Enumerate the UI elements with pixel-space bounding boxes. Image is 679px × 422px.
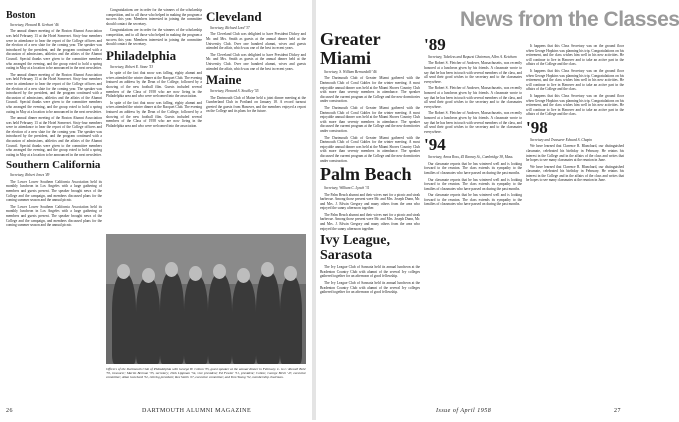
boston-text: The annual dinner meeting of the Boston Alumni Association was held February 13 at the Hotel Somerset. Sixty-four members were in attendance to hear the report of the College officers and the election of a new slate for the coming year. The speaker was introduced by the president, and the program continued with a discussion of admissions, athletics and the affairs of the Alumni Council. Special thanks were given to the committee members who arranged the evening, and the group voted to hold a spring outing in May at a location to be announced in the next newsletter. xyxy=(6,29,102,71)
class-89-heading: '89 xyxy=(424,35,446,54)
southern-california-text: The Lower Lower Southern California Association held its monthly luncheon in Los Angeles with a large gathering of members and guests present. The speaker brought news of the College and the campaign, and members discussed plans for the coming summer season and the annual picnic. xyxy=(6,179,102,203)
ivy-league-text: The Ivy League Club of Sarasota held its annual luncheon at the Bradenton Country Club with alumni of the several Ivy colleges gathered together for an afternoon of good fellowship. xyxy=(320,281,420,295)
cleveland-text: The Cleveland Club was delighted to have President Dickey and Mr. and Mrs. Smith as guests at the annual dinner held at the University Club. Over one hundred alumni, wives and guests attended the affair, which was one of the best in recent years. xyxy=(206,32,306,51)
philadelphia-secretary: Secretary, Robert E. Stone '53 xyxy=(110,64,154,69)
cleveland-text: The Cleveland Club was delighted to have President Dickey and Mr. and Mrs. Smith as guests at the annual dinner held at the University Club. Over one hundred alumni, wives and guests attended the affair, which was one of the best in recent years. xyxy=(206,52,306,71)
ivy-league-text: The Ivy League Club of Sarasota held its annual luncheon at the Bradenton Country Club with alumni of the several Ivy colleges gathered together for an afternoon of good fellowship. xyxy=(320,265,420,279)
greater-miami-text: The Dartmouth Club of Greater Miami gathered with the Dartmouth Club of Coral Gables for the winter meeting. A most enjoyable annual dinner was held at the Miami Shores Country Club with more than seventy members in attendance. The speaker discussed the current program at the College and the new dormitories under construction. xyxy=(320,105,420,133)
class-94-secretary: Secretary, Amos Ross, 45 Ranney St., Cambridge 38, Mass. xyxy=(428,155,514,160)
philadelphia-text: In spite of the fact that snow was falling, eighty alumni and wives attended the winter dinner at the Racquet Club. The evening featured an address by the Dean of the College, followed by a showing of the new football film. Guests included several members of the Class of 1958 who are now living in the Philadelphia area and who were welcomed into the association. xyxy=(106,100,202,128)
palm-beach-secretary: Secretary, William C. Lynch '31 xyxy=(324,186,370,191)
southern-california-text: The Lower Lower Southern California Association held its monthly luncheon in Los Angeles with a large gathering of members and guests present. The speaker brought news of the College and the campaign, and members discussed plans for the coming summer season and the annual picnic. xyxy=(6,204,102,228)
class-notes-text: It happens that this Class Secretary was on the ground floor when George Hopkins was planning his trip. Congratulations on his retirement, and the class wishes him well in his new activities. He will continue to live in Hanover and to take an active part in the affairs of the College and the class. xyxy=(526,44,624,67)
boston-text: The annual dinner meeting of the Boston Alumni Association was held February 13 at the Hotel Somerset. Sixty-four members were in attendance to hear the report of the College officers and the election of a new slate for the coming year. The speaker was introduced by the president, and the program continued with a discussion of admissions, athletics and the affairs of the Alumni Council. Special thanks were given to the committee members who arranged the evening, and the group voted to hold a spring outing in May at a location to be announced in the next newsletter. xyxy=(6,72,102,114)
maine-secretary: Secretary, Howard S. Stockley '55 xyxy=(210,89,259,94)
ivy-league-heading: Ivy League, Sarasota xyxy=(320,233,390,264)
boston-text: The annual dinner meeting of the Boston Alumni Association was held February 13 at the Hotel Somerset. Sixty-four members were in attendance to hear the report of the College officers and the election of a new slate for the coming year. The speaker was introduced by the president, and the program continued with a discussion of admissions, athletics and the affairs of the Alumni Council. Special thanks were given to the committee members who arranged the evening, and the group voted to hold a spring outing in May at a location to be announced in the next newsletter. xyxy=(6,116,102,157)
southern-california-secretary: Secretary, Robert Jones '49 xyxy=(10,173,50,178)
photo-caption: Officers of the Dartmouth Club of Philadelphia with George H. Colton '35, guest speaker at the annual dinner in February. L. to r.: Russell Bohr '55, treasurer; Martin Berman '35, secretary; Dick Lippman '54, vice president; Ed Fowler '51, president; Colton; George Birch '47, executive committee; Allan Gutchard '52, retiring president; Rex Smith '27, executive committee; and Tom Young '52, membership chairman. xyxy=(106,367,306,380)
class-89-text: The Robert S. Fletcher of Andover, Massachusetts, was recently honored at a luncheon given by his friends. A classmate wrote to say that he has been in touch with several members of the class, and all send their good wishes to the secretary and to the classmates everywhere. xyxy=(424,61,522,84)
greater-miami-text: The Dartmouth Club of Greater Miami gathered with the Dartmouth Club of Coral Gables for the winter meeting. A most enjoyable annual dinner was held at the Miami Shores Country Club with more than seventy members in attendance. The speaker discussed the current program at the College and the new dormitories under construction. xyxy=(320,76,420,104)
left-footer-title: DARTMOUTH ALUMNI MAGAZINE xyxy=(142,408,252,414)
class-notes-text: It happens that this Class Secretary was on the ground floor when George Hopkins was planning his trip. Congratulations on his retirement, and the class wishes him well in his new activities. He will continue to live in Hanover and to take an active part in the affairs of the College and the class. xyxy=(526,68,624,92)
palm-beach-text: The Palm Beach alumni and their wives met for a picnic and steak barbecue. Among those present were Mr. and Mrs. Joseph Dunn, Mr. and Mrs. J. Edwin Gregory and many others from the area who enjoyed the sunny afternoon together. xyxy=(320,212,420,231)
news-from-the-classes-masthead xyxy=(460,8,679,40)
right-page xyxy=(316,0,628,420)
philadelphia-text: In spite of the fact that snow was falling, eighty alumni and wives attended the winter dinner at the Racquet Club. The evening featured an address by the Dean of the College, followed by a showing of the new football film. Guests included several members of the Class of 1958 who are now living in the Philadelphia area and who were welcomed into the association. xyxy=(106,71,202,99)
class-94-text: Our classmate reports that he has wintered well and is looking forward to the reunion. The class extends its sympathy to the families of classmates who have passed on during the past months. xyxy=(424,193,522,207)
class-89-text: The Robert S. Fletcher of Andover, Massachusetts, was recently honored at a luncheon given by his friends. A classmate wrote to say that he has been in touch with several members of the class, and all send their good wishes to the secretary and to the classmates everywhere. xyxy=(424,111,522,134)
class-98-heading: '98 xyxy=(526,117,548,137)
greater-miami-text: The Dartmouth Club of Greater Miami gathered with the Dartmouth Club of Coral Gables for the winter meeting. A most enjoyable annual dinner was held at the Miami Shores Country Club with more than seventy members in attendance. The speaker discussed the current program at the College and the new dormitories under construction. xyxy=(320,135,420,163)
class-89-secretary: Secretary, Tubeless and Bequest Chairman, Allen A. Ketcham xyxy=(428,55,517,59)
class-94-text: Our classmate reports that he has wintered well and is looking forward to the reunion. The class extends its sympathy to the families of classmates who have passed on during the past months. xyxy=(424,177,522,191)
right-column-2 xyxy=(424,34,522,422)
palm-beach-text: The Palm Beach alumni and their wives met for a picnic and steak barbecue. Among those present were Mr. and Mrs. Joseph Dunn, Mr. and Mrs. J. Edwin Gregory and many others from the area who enjoyed the sunny afternoon together. xyxy=(320,192,420,211)
intro-text: Congratulations are in order for the winners of the scholarship competition, and to all those who helped in making the program a success this year. Members interested in joining the committee should contact the secretary. xyxy=(106,8,202,26)
masthead-title: News from the Classes xyxy=(460,8,679,31)
class-98-text: We have learned that Clarence R. Blanchard, our distinguished classmate, celebrated his birthday in February. He retains his interest in the College and in the affairs of the class and writes that he hopes to see many classmates at the reunion in June. xyxy=(526,144,624,163)
boston-heading: Boston xyxy=(6,10,36,21)
officers-group-photo xyxy=(106,234,306,364)
palm-beach-heading: Palm Beach xyxy=(320,164,412,185)
right-column-3 xyxy=(526,44,624,394)
maine-text: The Dartmouth Club of Maine held a joint dinner meeting at the Cumberland Club in Portland on January 18. A record turnout greeted the guests from Hanover, and the members enjoyed a report on the College and its plans for the future. xyxy=(206,95,306,114)
class-94-text: Our classmate reports that he has wintered well and is looking forward to the reunion. The class extends its sympathy to the families of classmates who have passed on during the past months. xyxy=(424,161,522,175)
left-column-2 xyxy=(106,8,202,230)
greater-miami-heading: Greater Miami xyxy=(320,29,381,68)
intro-text: Congratulations are in order for the winners of the scholarship competition, and to all those who helped in making the program a success this year. Members interested in joining the committee should contact the secretary. xyxy=(106,28,202,47)
right-footer-issue: Issue of April 1958 xyxy=(436,408,492,414)
cleveland-secretary: Secretary, Richard Lord '37 xyxy=(210,26,250,30)
left-page xyxy=(0,0,312,420)
class-98-secretary: Secretary and Treasurer Edward S. Chapin xyxy=(530,137,592,142)
class-94-heading: '94 xyxy=(424,135,446,155)
class-89-text: The Robert S. Fletcher of Andover, Massachusetts, was recently honored at a luncheon given by his friends. A classmate wrote to say that he has been in touch with several members of the class, and all send their good wishes to the secretary and to the classmates everywhere. xyxy=(424,86,522,109)
left-column-1 xyxy=(6,8,102,396)
class-98-text: We have learned that Clarence R. Blanchard, our distinguished classmate, celebrated his birthday in February. He retains his interest in the College and in the affairs of the class and writes that he hopes to see many classmates at the reunion in June. xyxy=(526,164,624,183)
boston-secretary: Secretary, Howard B. Gerhart '46 xyxy=(10,23,59,27)
greater-miami-secretary: Secretary, S. William Bernardelli '46 xyxy=(324,70,377,74)
maine-heading: Maine xyxy=(206,72,242,88)
left-page-number: 26 xyxy=(6,408,13,414)
cleveland-heading: Cleveland xyxy=(206,9,262,24)
philadelphia-heading: Philadelphia xyxy=(106,47,177,63)
left-column-3 xyxy=(206,8,306,230)
right-column-1 xyxy=(320,8,420,396)
class-notes-text: It happens that this Class Secretary was on the ground floor when George Hopkins was planning his trip. Congratulations on his retirement, and the class wishes him well in his new activities. He will continue to live in Hanover and to take an active part in the affairs of the College and the class. xyxy=(526,93,624,117)
right-page-number: 27 xyxy=(614,408,621,414)
southern-california-heading: Southern California xyxy=(6,159,101,172)
